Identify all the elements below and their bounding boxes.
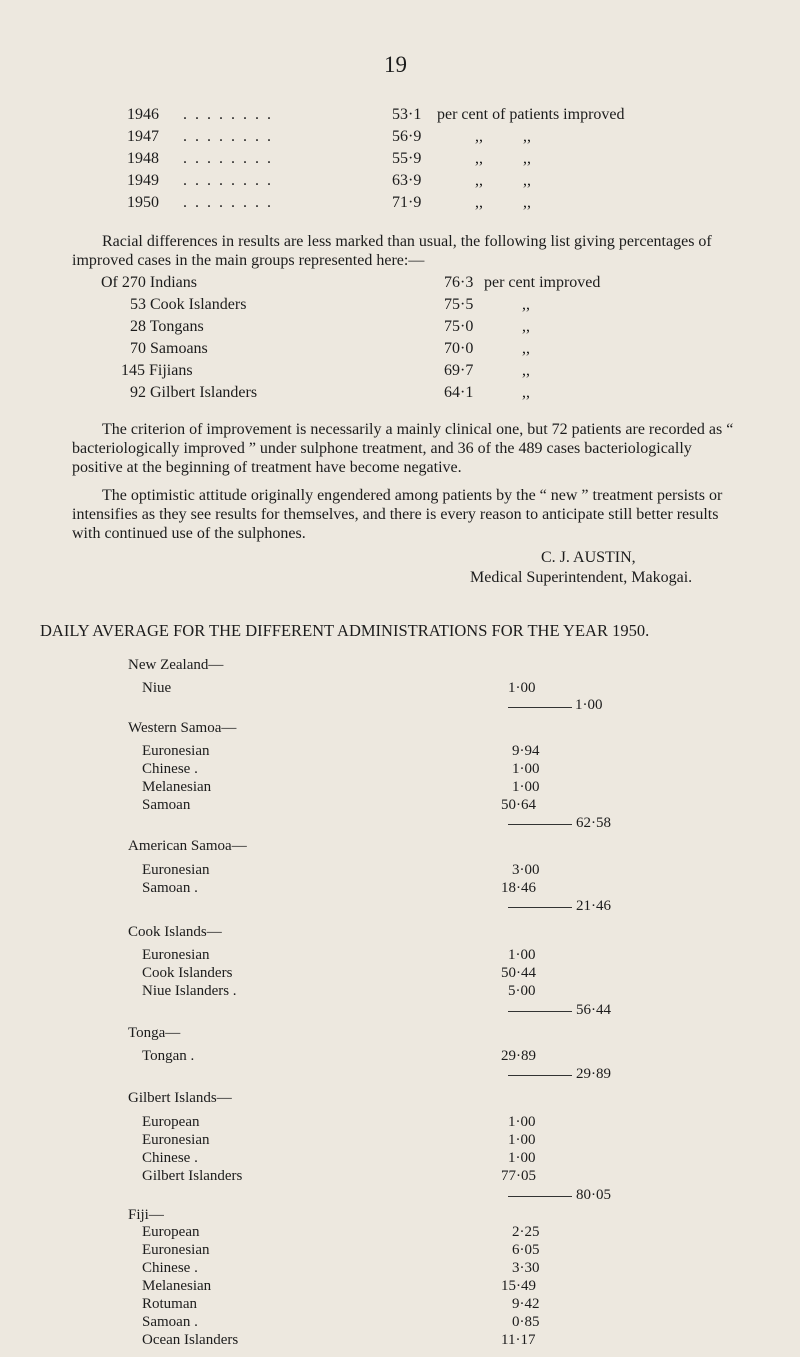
section-total: 29·89 (576, 1066, 611, 1082)
year-suffix: ,, ,, (475, 150, 531, 167)
item-label: Samoan . (142, 1314, 198, 1330)
item-value: 11·17 (501, 1332, 536, 1348)
item-label: Chinese . (142, 761, 198, 777)
racial-intro-paragraph: Racial differences in results are less marked than usual, the following list giving percentages of improved cases in the main groups represented here:— (72, 233, 712, 269)
section-total: 56·44 (576, 1002, 611, 1018)
year-suffix: ,, ,, (475, 172, 531, 189)
year-row (127, 150, 531, 172)
item-label: Gilbert Islanders (142, 1168, 243, 1184)
item-label: Cook Islanders (142, 965, 233, 981)
section-heading: American Samoa— (128, 838, 247, 854)
item-label: Tongan . (142, 1048, 195, 1064)
year: 1950 (127, 194, 159, 211)
section-total: 1·00 (575, 697, 603, 713)
item-label: Chinese . (142, 1150, 198, 1166)
leader-dots: . . . . . . . . (183, 128, 273, 145)
item-label: Euronesian (142, 947, 210, 963)
section-total: 62·58 (576, 815, 611, 831)
section-total: 80·05 (576, 1187, 611, 1203)
item-value: 5·00 (508, 983, 536, 999)
page-number: 19 (384, 52, 407, 77)
section-total: 21·46 (576, 898, 611, 914)
group-label: Of 270 Indians (101, 274, 197, 291)
year: 1947 (127, 128, 159, 145)
year-value: 55·9 (392, 150, 422, 167)
item-value: 3·30 (512, 1260, 540, 1276)
group-label: 53 Cook Islanders (130, 296, 247, 313)
group-suffix: ,, (522, 340, 530, 357)
item-value: 6·05 (512, 1242, 540, 1258)
item-label: Euronesian (142, 862, 210, 878)
item-value: 9·94 (512, 743, 540, 759)
item-label: Euronesian (142, 1242, 210, 1258)
item-label: Euronesian (142, 1132, 210, 1148)
item-value: 50·44 (501, 965, 536, 981)
group-suffix: per cent improved (484, 274, 601, 291)
year-value: 71·9 (392, 194, 422, 211)
subtotal-rule (508, 1196, 572, 1197)
group-label: 70 Samoans (130, 340, 208, 357)
leader-dots: . . . . . . . . (183, 172, 273, 189)
item-label: Melanesian (142, 1278, 212, 1294)
subtotal-rule (508, 707, 572, 708)
item-value: 29·89 (501, 1048, 536, 1064)
item-label: Samoan (142, 797, 191, 813)
group-label: 145 Fijians (121, 362, 193, 379)
group-value: 64·1 (444, 384, 474, 401)
year-value: 63·9 (392, 172, 422, 189)
year-value: 53·1 (392, 106, 422, 123)
section-heading: Gilbert Islands— (128, 1090, 232, 1106)
item-value: 1·00 (508, 1114, 536, 1130)
item-label: Niue (142, 680, 172, 696)
year-value: 56·9 (392, 128, 422, 145)
item-label: European (142, 1114, 200, 1130)
signature-name: C. J. AUSTIN, (541, 549, 636, 566)
item-value: 15·49 (501, 1278, 536, 1294)
item-label: Melanesian (142, 779, 212, 795)
group-suffix: ,, (522, 318, 530, 335)
item-label: Ocean Islanders (142, 1332, 239, 1348)
group-value: 69·7 (444, 362, 474, 379)
item-value: 3·00 (512, 862, 540, 878)
optimistic-paragraph: The optimistic attitude originally engendered among patients by the “ new ” treatment persists or intensifies as they see results for themselves, and there is every reason to anticipate still better results with continued use of the sulphones. (72, 487, 723, 542)
group-label: 28 Tongans (130, 318, 204, 335)
leader-dots: . . . . . . . . (183, 194, 273, 211)
signature-title: Medical Superintendent, Makogai. (470, 569, 693, 586)
item-value: 1·00 (508, 1132, 536, 1148)
item-value: 18·46 (501, 880, 536, 896)
item-label: European (142, 1224, 200, 1240)
item-label: Niue Islanders . (142, 983, 237, 999)
section-heading: Fiji— (128, 1207, 164, 1223)
year-row (127, 106, 625, 128)
section-heading: Cook Islands— (128, 924, 222, 940)
year-suffix: ,, ,, (475, 194, 531, 211)
item-value: 1·00 (508, 1150, 536, 1166)
year: 1948 (127, 150, 159, 167)
group-label: 92 Gilbert Islanders (130, 384, 258, 401)
section-heading: Tonga— (128, 1025, 181, 1041)
item-label: Chinese . (142, 1260, 198, 1276)
year-row (127, 172, 531, 194)
subtotal-rule (508, 907, 572, 908)
item-value: 1·00 (508, 947, 536, 963)
subtotal-rule (508, 1011, 572, 1012)
item-label: Rotuman (142, 1296, 197, 1312)
item-value: 77·05 (501, 1168, 536, 1184)
year-suffix: ,, ,, (475, 128, 531, 145)
section-heading: New Zealand— (128, 657, 224, 673)
item-value: 0·85 (512, 1314, 540, 1330)
item-label: Euronesian (142, 743, 210, 759)
section-heading: Western Samoa— (128, 720, 237, 736)
group-suffix: ,, (522, 362, 530, 379)
group-suffix: ,, (522, 296, 530, 313)
item-value: 2·25 (512, 1224, 540, 1240)
subtotal-rule (508, 824, 572, 825)
item-value: 9·42 (512, 1296, 540, 1312)
group-suffix: ,, (522, 384, 530, 401)
year-suffix: per cent of patients improved (437, 106, 625, 123)
year: 1946 (127, 106, 159, 123)
criterion-paragraph: The criterion of improvement is necessarily a mainly clinical one, but 72 patients are recorded as “ bacteriologically improved ” under sulphone treatment, and 36 of the 489 cases bacteriologically positive at the beginning of treatment have become negative. (72, 421, 734, 476)
item-value: 1·00 (508, 680, 536, 696)
group-value: 76·3 (444, 274, 474, 291)
group-value: 70·0 (444, 340, 474, 357)
item-value: 1·00 (512, 761, 540, 777)
daily-average-title: DAILY AVERAGE FOR THE DIFFERENT ADMINISTRATIONS FOR THE YEAR 1950. (40, 621, 650, 640)
year-row (127, 128, 531, 150)
leader-dots: . . . . . . . . (183, 150, 273, 167)
subtotal-rule (508, 1075, 572, 1076)
group-value: 75·0 (444, 318, 474, 335)
year-row (127, 194, 531, 216)
group-value: 75·5 (444, 296, 474, 313)
item-value: 1·00 (512, 779, 540, 795)
item-label: Samoan . (142, 880, 198, 896)
item-value: 50·64 (501, 797, 536, 813)
year: 1949 (127, 172, 159, 189)
leader-dots: . . . . . . . . (183, 106, 273, 123)
